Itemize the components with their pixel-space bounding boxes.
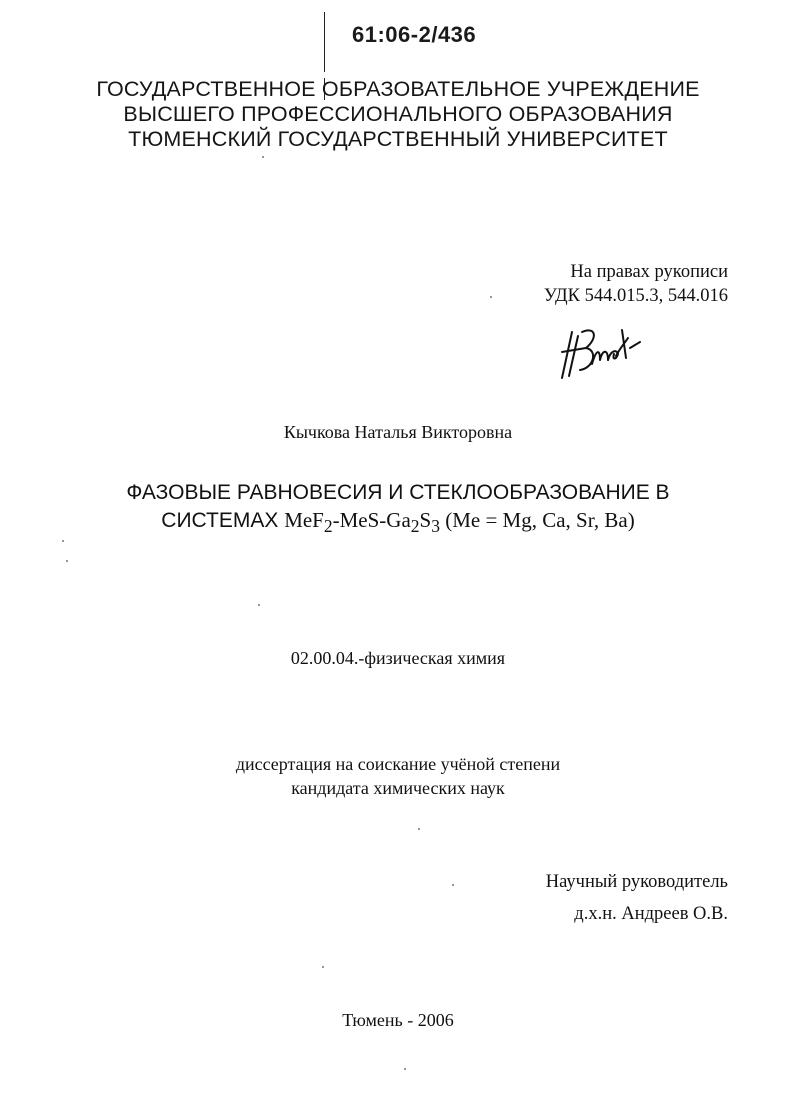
degree-line-2: кандидата химических наук <box>291 778 505 798</box>
scan-speck <box>258 604 260 606</box>
scan-speck <box>418 828 420 830</box>
scan-speck <box>322 966 324 968</box>
archive-code: 61:06-2/436 <box>352 22 477 47</box>
dissertation-title-line-1: ФАЗОВЫЕ РАВНОВЕСИЯ И СТЕКЛООБРАЗОВАНИЕ В <box>126 481 670 504</box>
institution-line-2: ВЫСШЕГО ПРОФЕССИОНАЛЬНОГО ОБРАЗОВАНИЯ <box>123 102 673 126</box>
author-name: Кычкова Наталья Викторовна <box>283 422 513 442</box>
udk-code: УДК 544.015.3, 544.016 <box>543 286 728 306</box>
scan-speck <box>262 156 264 158</box>
formula-subscript-2: 2 <box>410 516 420 537</box>
formula-part-3: S <box>419 508 432 532</box>
scan-speck <box>66 560 68 562</box>
manuscript-rights-label: На правах рукописи <box>570 262 728 282</box>
scan-speck <box>452 884 454 886</box>
scan-speck <box>490 296 492 298</box>
degree-line-1: диссертация на соискание учёной степени <box>235 754 561 774</box>
institution-line-1: ГОСУДАРСТВЕННОЕ ОБРАЗОВАТЕЛЬНОЕ УЧРЕЖДЕНИЕ <box>96 77 700 101</box>
specialty-code: 02.00.04.-физическая химия <box>290 648 506 668</box>
supervisor-name: д.х.н. Андреев О.В. <box>574 904 728 924</box>
stamp-line-top <box>324 12 325 72</box>
title-prefix: СИСТЕМАХ <box>161 509 285 532</box>
formula-subscript-1: 2 <box>323 516 333 537</box>
dissertation-title-line-2 <box>0 506 796 540</box>
formula-part-4: (Me = Mg, Ca, Sr, Ba) <box>439 508 635 532</box>
handwritten-signature <box>556 318 646 384</box>
place-and-year: Тюмень - 2006 <box>342 1010 454 1030</box>
formula-part-2: -MeS-Ga <box>332 508 411 532</box>
scan-speck <box>404 1068 406 1070</box>
formula-subscript-3: 3 <box>431 516 440 537</box>
supervisor-label: Научный руководитель <box>545 872 728 892</box>
formula-part-1: MeF <box>284 508 324 532</box>
scan-speck <box>62 540 64 542</box>
institution-line-3: ТЮМЕНСКИЙ ГОСУДАРСТВЕННЫЙ УНИВЕРСИТЕТ <box>128 127 668 151</box>
